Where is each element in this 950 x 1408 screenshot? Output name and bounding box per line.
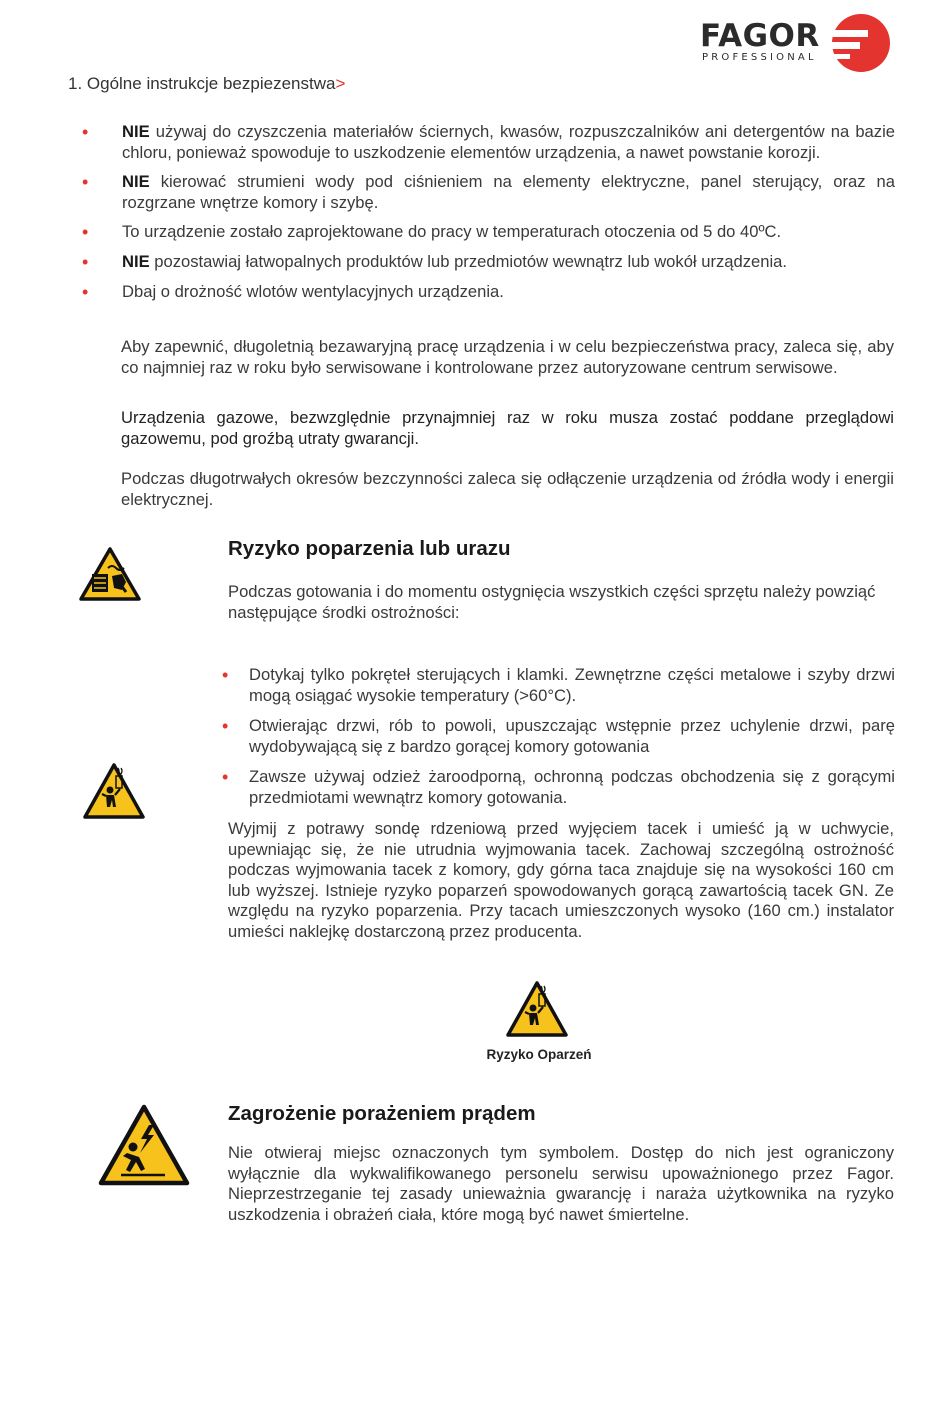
bullet-text: pozostawiaj łatwopalnych produktów lub przedmiotów wewnątrz lub wokół urządzenia.: [149, 251, 788, 271]
service-paragraph: Aby zapewnić, długoletnią bezawaryjną pracę urządzenia i w celu bezpieczeństwa pracy, zaleca się, aby co najmniej raz w roku było serwisowane i kontrolowane przez autoryzowane centrum serwisowe.: [121, 337, 894, 377]
idle-paragraph: Podczas długotrwałych okresów bezczynności zaleca się odłączenie urządzenia od źródła wody i energii elektrycznej.: [121, 469, 894, 509]
list-item: [80, 252, 895, 273]
electric-section-title: Zagrożenie porażeniem prądem: [228, 1102, 536, 1125]
electric-paragraph: Nie otwieraj miejsc oznaczonych tym symbolem. Dostęp do nich jest ograniczony wyłącznie dla wykwalifikowanego personelu serwisu upoważnionego przez Fagor. Nieprzestrzeganie tej zasady unieważnia gwarancję i naraża użytkownika na ryzyko uszkodzenia i obrażeń ciała, które mogą być nawet śmiertelne.: [228, 1143, 894, 1224]
fagor-logo-icon: [830, 12, 892, 79]
hot-surface-warning-icon: [78, 546, 142, 602]
gas-paragraph: Urządzenia gazowe, bezwzględnie przynajmniej raz w roku musza zostać poddane przeglądowi gazowemu, pod groźbą utraty gwarancji.: [121, 408, 894, 448]
section-title: [68, 74, 345, 94]
bullet-bold: NIE: [122, 122, 150, 141]
safety-bullet-list: [80, 122, 895, 311]
list-item: • Otwierając drzwi, rób to powoli, upuszczając wstępnie przez uchylenie drzwi, parę wydobywającą się z bardzo gorącej komory gotowania: [220, 716, 895, 757]
burn-section-title: Ryzyko poparzenia lub urazu: [228, 537, 511, 560]
list-item: • Zawsze używaj odzież żaroodporną, ochronną podczas obchodzenia się z gorącymi przedmiotami wewnątrz komory gotowania.: [220, 767, 895, 808]
list-item: [80, 222, 895, 243]
hot-tray-sticker-icon: [505, 980, 569, 1038]
section-arrow: >: [335, 74, 346, 93]
fagor-logo: [700, 12, 895, 72]
sticker-caption: Ryzyko Oparzeń: [486, 1047, 592, 1062]
probe-paragraph: Wyjmij z potrawy sondę rdzeniową przed wyjęciem tacek i umieść ją w uchwycie, upewniając się, że nie utrudnia wyjmowania tacek. Zachowaj szczególną ostrożność podczas wyjmowania tacek z komory, gdy górna taca znajduje się na wysokości 160 cm lub wyższej. Istnieje ryzyko poparzeń spowodowanych gorącą zawartością tacek GN. Ze względu na ryzyko poparzenia. Przy tacach umieszczonych wysoko (160 cm.) instalator umieści naklejkę dostarczoną przez producenta.: [228, 819, 894, 941]
logo-word: FAGOR: [700, 18, 820, 54]
bullet-bold: NIE: [122, 251, 150, 271]
bullet-text: To urządzenie zostało zaprojektowane do pracy w temperaturach otoczenia od 5 do 40ºC.: [122, 222, 782, 242]
bullet-text: kierować strumieni wody pod ciśnieniem na elementy elektryczne, panel sterujący, oraz na rozgrzane wnętrze komory i szybę.: [122, 172, 895, 212]
list-item: [80, 122, 895, 163]
burn-intro: [228, 582, 894, 623]
list-item: • Dotykaj tylko pokręteł sterujących i klamki. Zewnętrzne części metalowe i szyby drzwi mogą osiągać wysokie temperatury (>60°C).: [220, 665, 895, 706]
bullet-bold: NIE: [122, 172, 150, 192]
section-title-text: 1. Ogólne instrukcje bezpiezenstwa: [68, 74, 336, 93]
burn-intro-line1: Podczas gotowania i do momentu ostygnięcia wszystkich części sprzętu należy powziąć: [228, 582, 876, 601]
logo-subtitle: PROFESSIONAL: [702, 52, 817, 63]
list-item: [80, 172, 895, 213]
list-item: [80, 282, 895, 303]
hot-tray-warning-icon: [82, 762, 146, 820]
bullet-text: używaj do czyszczenia materiałów ściernych, kwasów, rozpuszczalników ani detergentów na bazie chloru, ponieważ spowoduje to uszkodzenie elementów urządzenia, a nawet powstanie korozji.: [122, 122, 895, 162]
burn-bullet-list: [220, 665, 895, 819]
electric-shock-warning-icon: [97, 1103, 191, 1187]
bullet-text: Dbaj o drożność wlotów wentylacyjnych urządzenia.: [122, 281, 504, 301]
burn-intro-line2: następujące środki ostrożności:: [228, 602, 460, 622]
